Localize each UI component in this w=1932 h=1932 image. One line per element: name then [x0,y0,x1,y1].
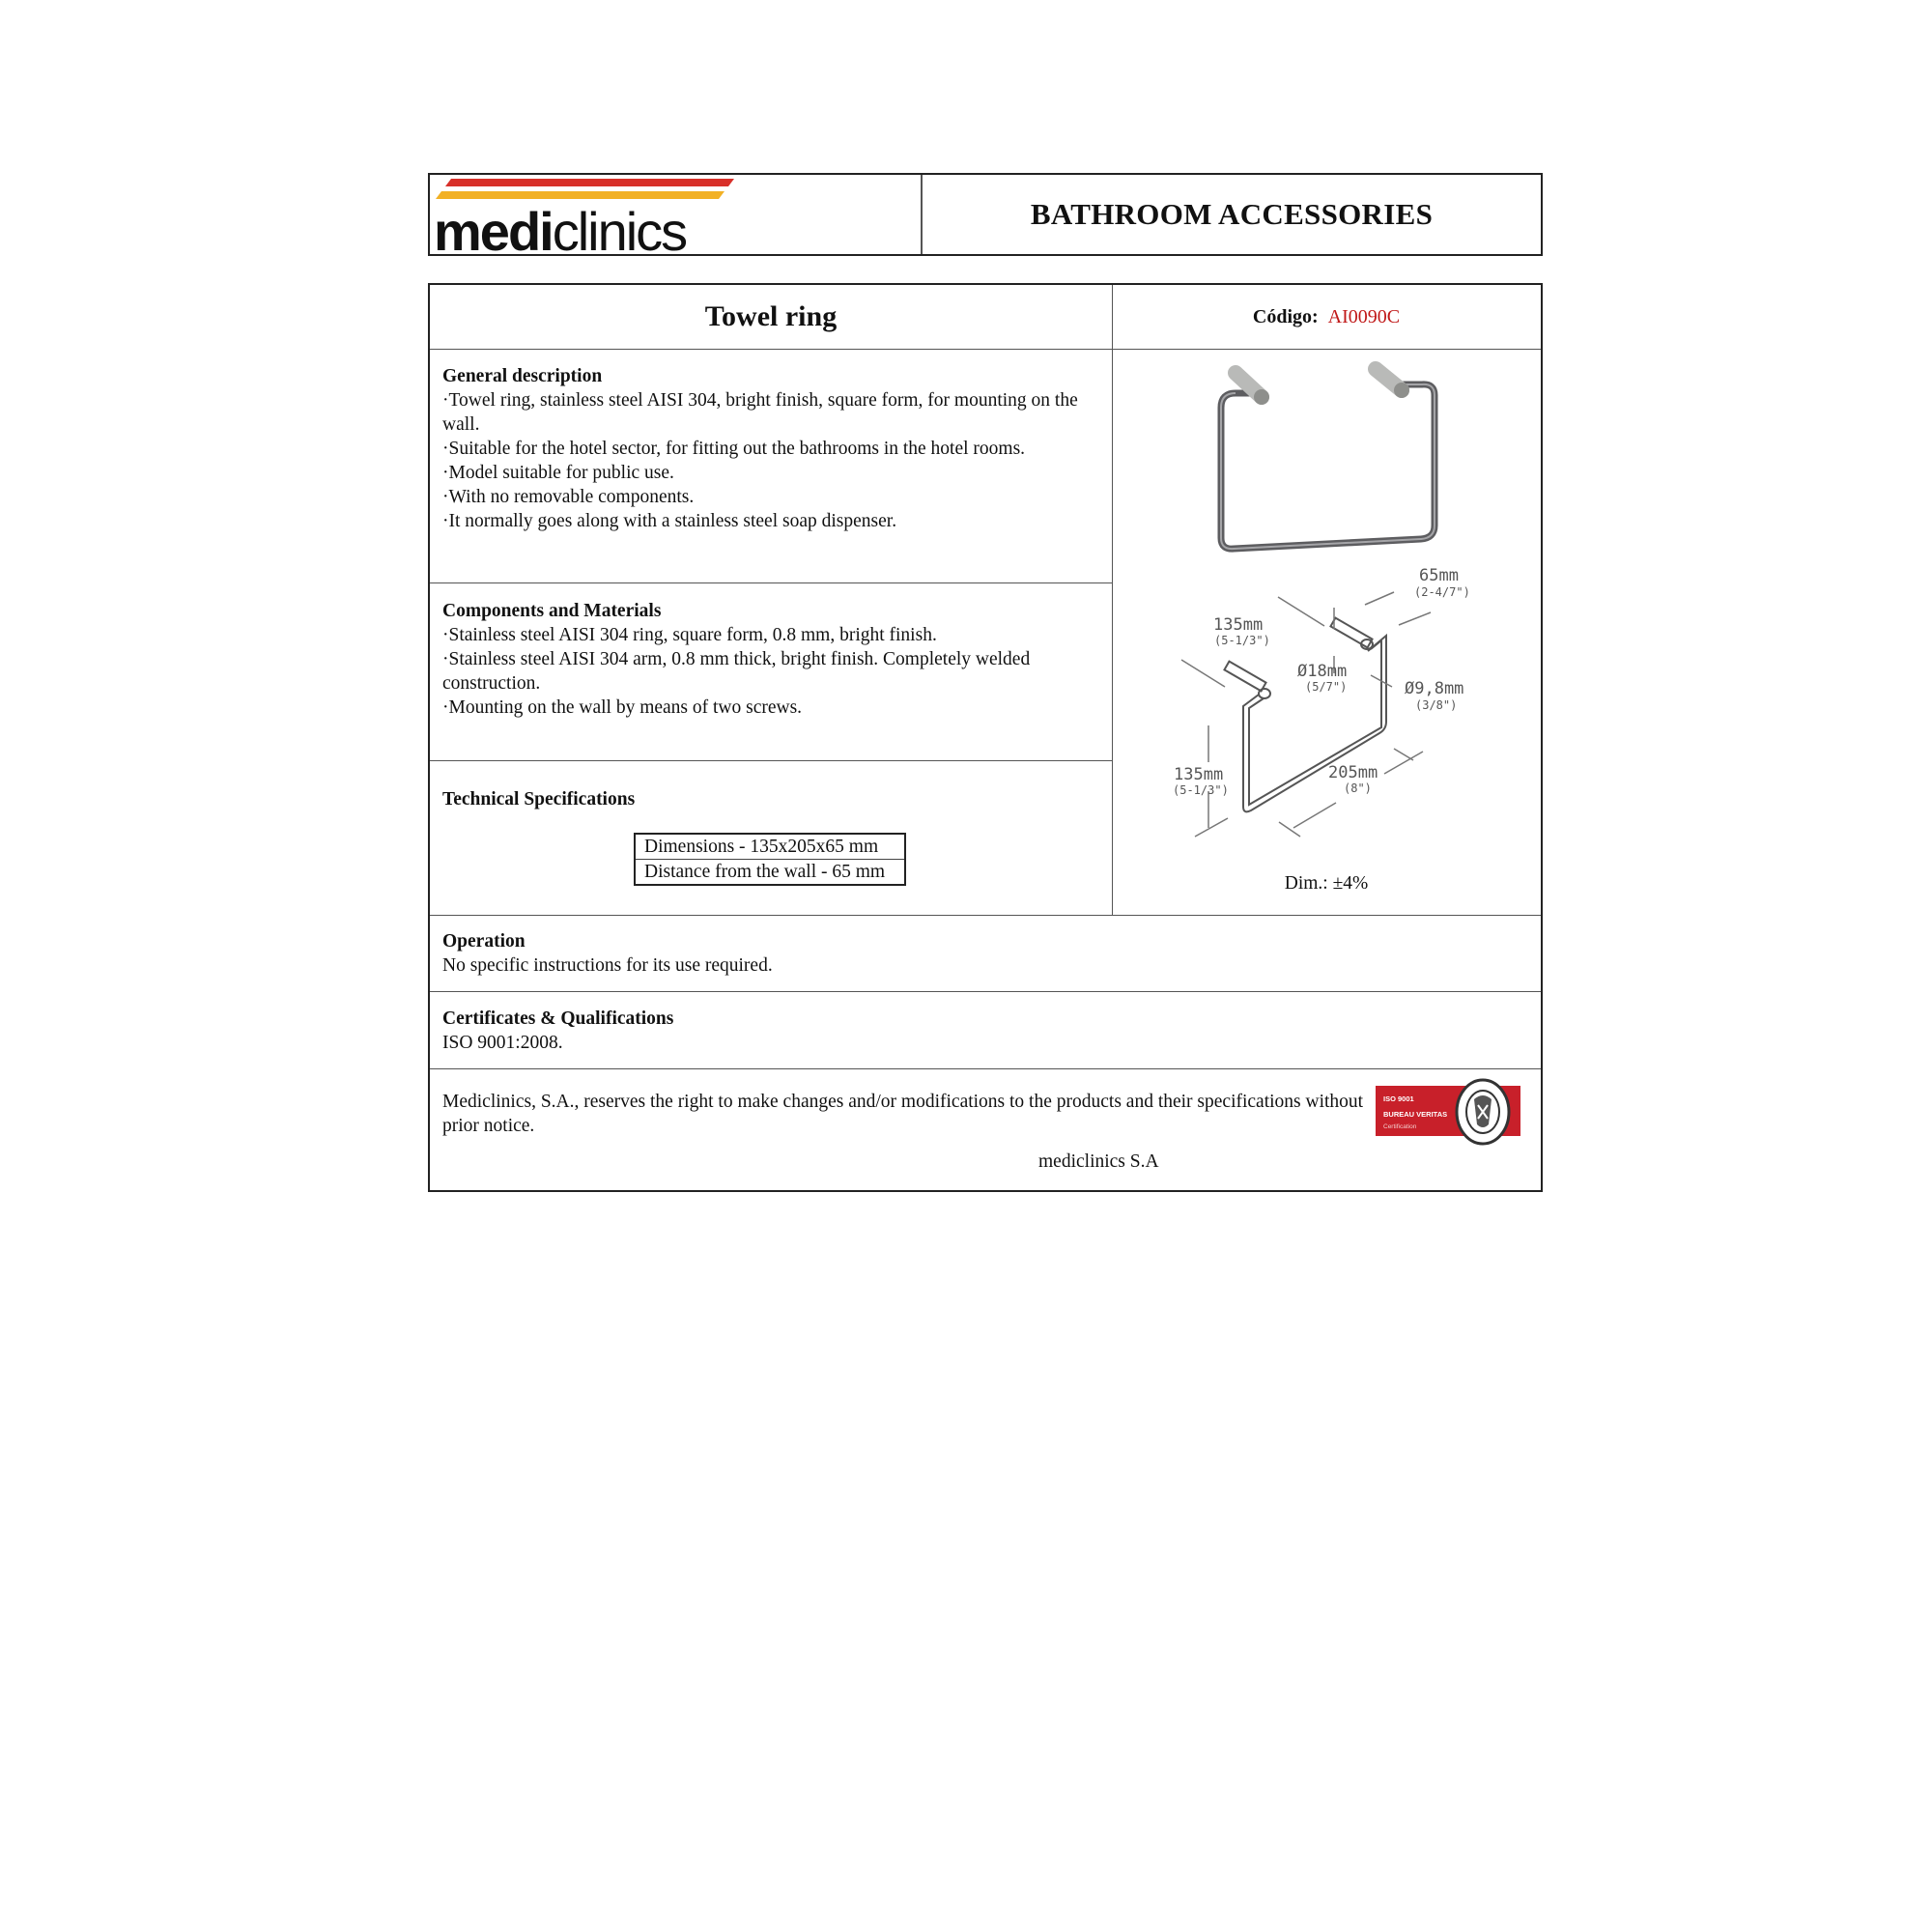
bureau-veritas-seal-icon [1457,1080,1509,1144]
logo-text-medi: medi [434,201,553,258]
document-category-title: BATHROOM ACCESSORIES [1030,197,1434,231]
spec-row-dimensions: Dimensions - 135x205x65 mm [644,837,879,857]
general-line: ·Model suitable for public use. [442,463,674,483]
general-line: ·With no removable components. [442,487,695,507]
general-description-heading: General description [442,366,603,386]
product-illustrations [1112,349,1543,915]
operation-heading: Operation [442,931,526,952]
spec-table [634,833,906,886]
certificates-text: ISO 9001:2008. [442,1033,563,1053]
technical-section [442,787,1099,811]
dim-length-in: (8") [1344,781,1372,795]
operation-section [442,929,1524,978]
dim-width-top: 135mm [1213,615,1264,635]
technical-heading: Technical Specifications [442,789,636,810]
bureau-veritas-badge [1376,1078,1520,1151]
dim-length: 205mm [1328,763,1378,782]
row-divider [430,582,1112,583]
components-section [442,599,1099,720]
dim-arm-diameter-in: (5/7") [1305,680,1348,694]
general-line: ·Suitable for the hotel sector, for fitting out the bathrooms in the hotel rooms. [442,439,1026,459]
dim-width-top-in: (5-1/3") [1214,634,1270,647]
document-header [428,173,1543,256]
row-divider [430,915,1541,916]
product-code-label: Código: [1252,305,1319,327]
mediclinics-logo [430,175,923,258]
dim-depth-in: (2-4/7") [1414,585,1470,599]
badge-iso: ISO 9001 [1383,1094,1414,1103]
dim-ring-diameter: Ø9,8mm [1405,679,1464,698]
dim-arm-diameter: Ø18mm [1297,662,1348,681]
general-description-section [442,364,1099,533]
dim-height-in: (5-1/3") [1173,783,1229,797]
spec-row-wall-distance: Distance from the wall - 65 mm [636,859,904,884]
badge-certification: Certification [1383,1123,1417,1130]
product-sheet [428,283,1543,1192]
disclaimer-text: Mediclinics, S.A., reserves the right to make changes and/or modifications to the products and their specifications without prior notice. [442,1092,1364,1136]
logo-text-clinics: clinics [552,201,687,258]
product-code [1112,285,1541,349]
operation-text: No specific instructions for its use required. [442,955,773,976]
product-name: Towel ring [704,300,838,332]
general-line: ·It normally goes along with a stainless steel soap dispenser. [442,511,897,531]
product-code-value: AI0090C [1327,305,1401,327]
row-divider [430,760,1112,761]
logo-yellow-stripe [436,191,724,199]
components-line: ·Stainless steel AISI 304 arm, 0.8 mm thick, bright finish. Completely welded construction. [442,649,1031,694]
row-divider [430,1068,1541,1069]
dim-height: 135mm [1174,765,1224,784]
row-divider [430,991,1541,992]
certificates-heading: Certificates & Qualifications [442,1009,674,1029]
svg-text:mediclinics [434,201,686,258]
dim-ring-diameter-in: (3/8") [1415,698,1458,712]
dim-depth: 65mm [1419,566,1459,585]
certificates-section [442,1007,1524,1055]
components-line: ·Mounting on the wall by means of two screws. [442,697,803,718]
dimension-tolerance-note: Dim.: ±4% [1284,873,1369,894]
general-line: ·Towel ring, stainless steel AISI 304, bright finish, square form, for mounting on the wall. [442,390,1078,435]
towel-ring-photo [1221,369,1435,549]
badge-bureau: BUREAU VERITAS [1383,1110,1448,1119]
components-heading: Components and Materials [442,601,662,621]
product-image-area [1112,349,1541,915]
logo-red-stripe [445,179,734,186]
components-line: ·Stainless steel AISI 304 ring, square form, 0.8 mm, bright finish. [442,625,937,645]
company-name: mediclinics S.A [1038,1151,1159,1172]
